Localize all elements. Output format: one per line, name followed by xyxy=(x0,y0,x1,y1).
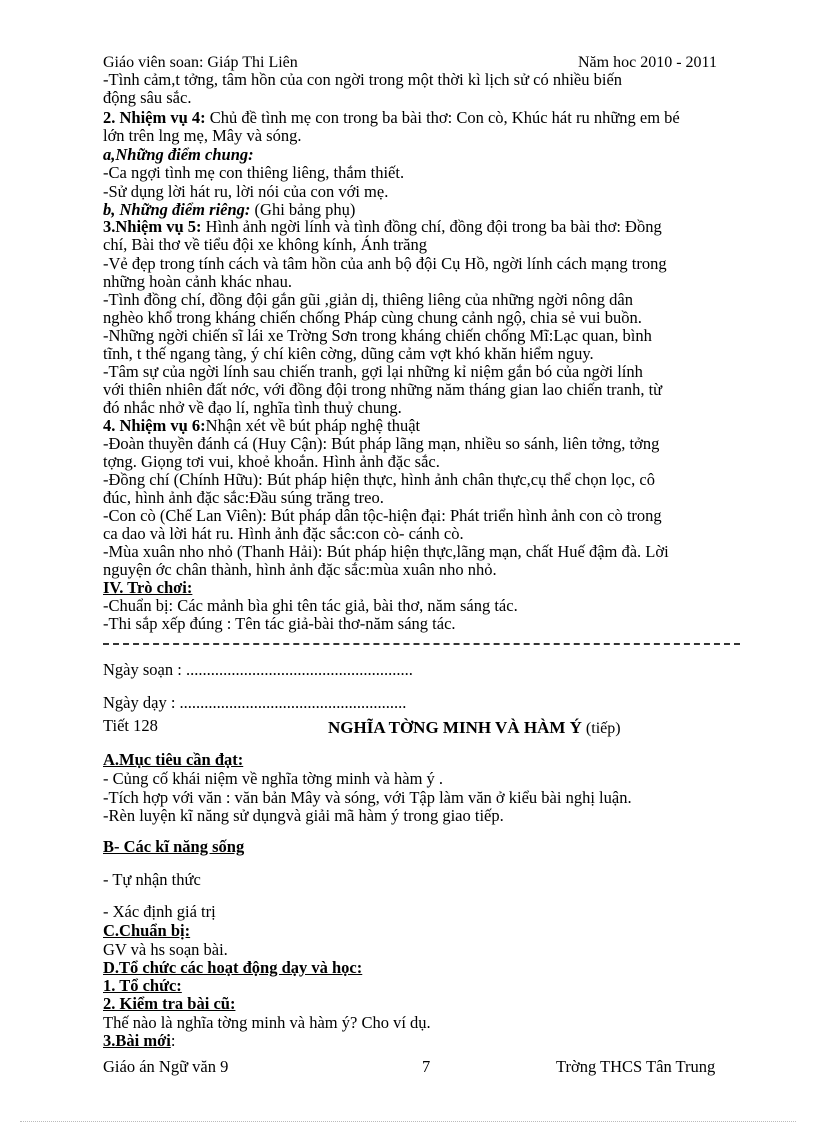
paragraph-line: -Ca ngợi tình mẹ con thiêng liêng, thắm thiết. xyxy=(103,163,405,182)
paragraph-line: nghèo khổ trong kháng chiến chống Pháp cùng chung cảnh ngộ, chia sẻ vui buồn. xyxy=(103,308,642,327)
paragraph-line: - Xác định giá trị xyxy=(103,902,216,921)
task5-line xyxy=(103,219,748,235)
ngay-day: Ngày dạy : ....................................................... xyxy=(103,693,407,712)
common-heading: a,Những điểm chung: xyxy=(103,145,254,164)
footer-school: Trờng THCS Tân Trung xyxy=(556,1057,716,1076)
paragraph-line: chí, Bài thơ về tiểu đội xe không kính, Ánh trăng xyxy=(103,235,428,254)
paragraph-line: nguyện ớc chân thành, hình ảnh đặc sắc:mùa xuân nho nhỏ. xyxy=(103,560,497,579)
task6-line xyxy=(103,418,748,434)
task6-label: 4. Nhiệm vụ 6: xyxy=(103,416,206,435)
task5-text: Hình ảnh ngời lính và tình đồng chí, đồng đội trong ba bài thơ: Đồng xyxy=(201,217,662,236)
task6-text: Nhận xét về bút pháp nghệ thuật xyxy=(205,416,421,435)
paragraph-line: - Củng cố khái niệm về nghĩa tờng minh và hàm ý . xyxy=(103,769,444,788)
paragraph-line: tĩnh, t thế ngang tàng, ý chí kiên cờng, dũng cảm vợt khó khăn hiểm nguy. xyxy=(103,344,594,363)
subsection-colon: : xyxy=(170,1031,176,1050)
paragraph-line: những hoàn cảnh khác nhau. xyxy=(103,272,293,291)
lesson-title-suffix: (tiếp) xyxy=(581,720,621,737)
paragraph-line: ca dao và lời hát ru. Hình ảnh đặc sắc:con cò- cánh cò. xyxy=(103,524,464,543)
special-note: (Ghi bảng phụ) xyxy=(250,200,356,219)
footer-left: Giáo án Ngữ văn 9 xyxy=(103,1057,229,1076)
subsection-heading: 2. Kiểm tra bài cũ: xyxy=(103,994,236,1013)
special-line xyxy=(103,202,748,218)
paragraph-line: -Tâm sự của ngời lính sau chiến tranh, gợi lại những kỉ niệm gắn bó của ngời lính xyxy=(103,362,643,381)
section-d-heading: D.Tổ chức các hoạt động dạy và học: xyxy=(103,958,363,977)
paragraph-line: Thế nào là nghĩa tờng minh và hàm ý? Cho ví dụ. xyxy=(103,1013,431,1032)
paragraph-line: -Tình cảm,t tởng, tâm hồn của con ngời trong một thời kì lịch sử có nhiều biến xyxy=(103,70,623,89)
header-teacher: Giáo viên soan: Giáp Thi Liên xyxy=(103,54,298,71)
paragraph-line: -Tình đồng chí, đồng đội gắn gũi ,giản dị, thiêng liêng của những ngời nông dân xyxy=(103,290,634,309)
paragraph-line: -Sử dụng lời hát ru, lời nói của con với mẹ. xyxy=(103,182,389,201)
subsection-line xyxy=(103,1033,748,1049)
page-edge xyxy=(20,1121,796,1122)
lesson-number: Tiết 128 xyxy=(103,716,158,735)
paragraph-line: -Mùa xuân nho nhỏ (Thanh Hải): Bút pháp hiện thực,lãng mạn, chất Huế đậm đà. Lời xyxy=(103,542,669,561)
paragraph-line: -Những ngời chiến sĩ lái xe Trờng Sơn trong kháng chiến chống Mĩ:Lạc quan, bình xyxy=(103,326,652,345)
section-c-heading: C.Chuẩn bị: xyxy=(103,921,191,940)
lesson-title-text: NGHĨA TỜNG MINH VÀ HÀM Ý xyxy=(328,718,582,737)
paragraph-line: -Đồng chí (Chính Hữu): Bút pháp hiện thực, hình ảnh chân thực,cụ thể chọn lọc, cô xyxy=(103,470,655,489)
special-heading: b, Những điểm riêng: xyxy=(103,200,251,219)
ngay-soan: Ngày soạn : ....................................................... xyxy=(103,660,413,679)
paragraph-line: -Vẻ đẹp trong tính cách và tâm hồn của anh bộ đội Cụ Hồ, ngời lính cách mạng trong xyxy=(103,254,667,273)
paragraph-line: -Rèn luyện kĩ năng sử dụngvà giải mã hàm ý trong giao tiếp. xyxy=(103,806,504,825)
task5-label: 3.Nhiệm vụ 5: xyxy=(103,217,202,236)
paragraph-line: -Thi sắp xếp đúng : Tên tác giả-bài thơ-năm sáng tác. xyxy=(103,614,456,633)
header-school-year: Năm hoc 2010 - 2011 xyxy=(578,54,717,71)
game-heading: IV. Trò chơi: xyxy=(103,578,193,597)
section-b-heading: B- Các kĩ năng sống xyxy=(103,837,245,856)
paragraph-line: đó nhắc nhở về đạo lí, nghĩa tình thuỷ chung. xyxy=(103,398,402,417)
paragraph-line: -Đoàn thuyền đánh cá (Huy Cận): Bút pháp lãng mạn, nhiều so sánh, liên tởng, tởng xyxy=(103,434,660,453)
lesson-title xyxy=(328,718,621,738)
subsection-heading: 1. Tổ chức: xyxy=(103,976,182,995)
paragraph-line: với thiên nhiên đất nớc, với đồng đội trong những năm tháng gian lao chiến tranh, từ xyxy=(103,380,663,399)
divider xyxy=(103,643,740,645)
paragraph-line: -Con cò (Chế Lan Viên): Bút pháp dân tộc-hiện đại: Phát triển hình ảnh con cò trong xyxy=(103,506,662,525)
paragraph-line: - Tự nhận thức xyxy=(103,870,201,889)
footer-page-number: 7 xyxy=(422,1057,431,1076)
paragraph-line: -Chuẩn bị: Các mảnh bìa ghi tên tác giả, bài thơ, năm sáng tác. xyxy=(103,596,518,615)
task4-label: 2. Nhiệm vụ 4: xyxy=(103,108,206,127)
task4-line xyxy=(103,110,748,126)
subsection-heading: 3.Bài mới xyxy=(103,1031,171,1050)
paragraph-line: -Tích hợp với văn : văn bản Mây và sóng, với Tập làm văn ở kiểu bài nghị luận. xyxy=(103,788,632,807)
paragraph-line: GV và hs soạn bài. xyxy=(103,940,228,959)
paragraph-line: đúc, hình ảnh đặc sắc:Đầu súng trăng treo. xyxy=(103,488,384,507)
paragraph-line: tợng. Giọng tơi vui, khoẻ khoắn. Hình ảnh đặc sắc. xyxy=(103,452,440,471)
task4-text: Chủ đề tình mẹ con trong ba bài thơ: Con cò, Khúc hát ru những em bé xyxy=(205,108,680,127)
paragraph-line: động sâu sắc. xyxy=(103,88,192,107)
paragraph-line: lớn trên lng mẹ, Mây và sóng. xyxy=(103,126,302,145)
section-a-heading: A.Mục tiêu cần đạt: xyxy=(103,750,244,769)
